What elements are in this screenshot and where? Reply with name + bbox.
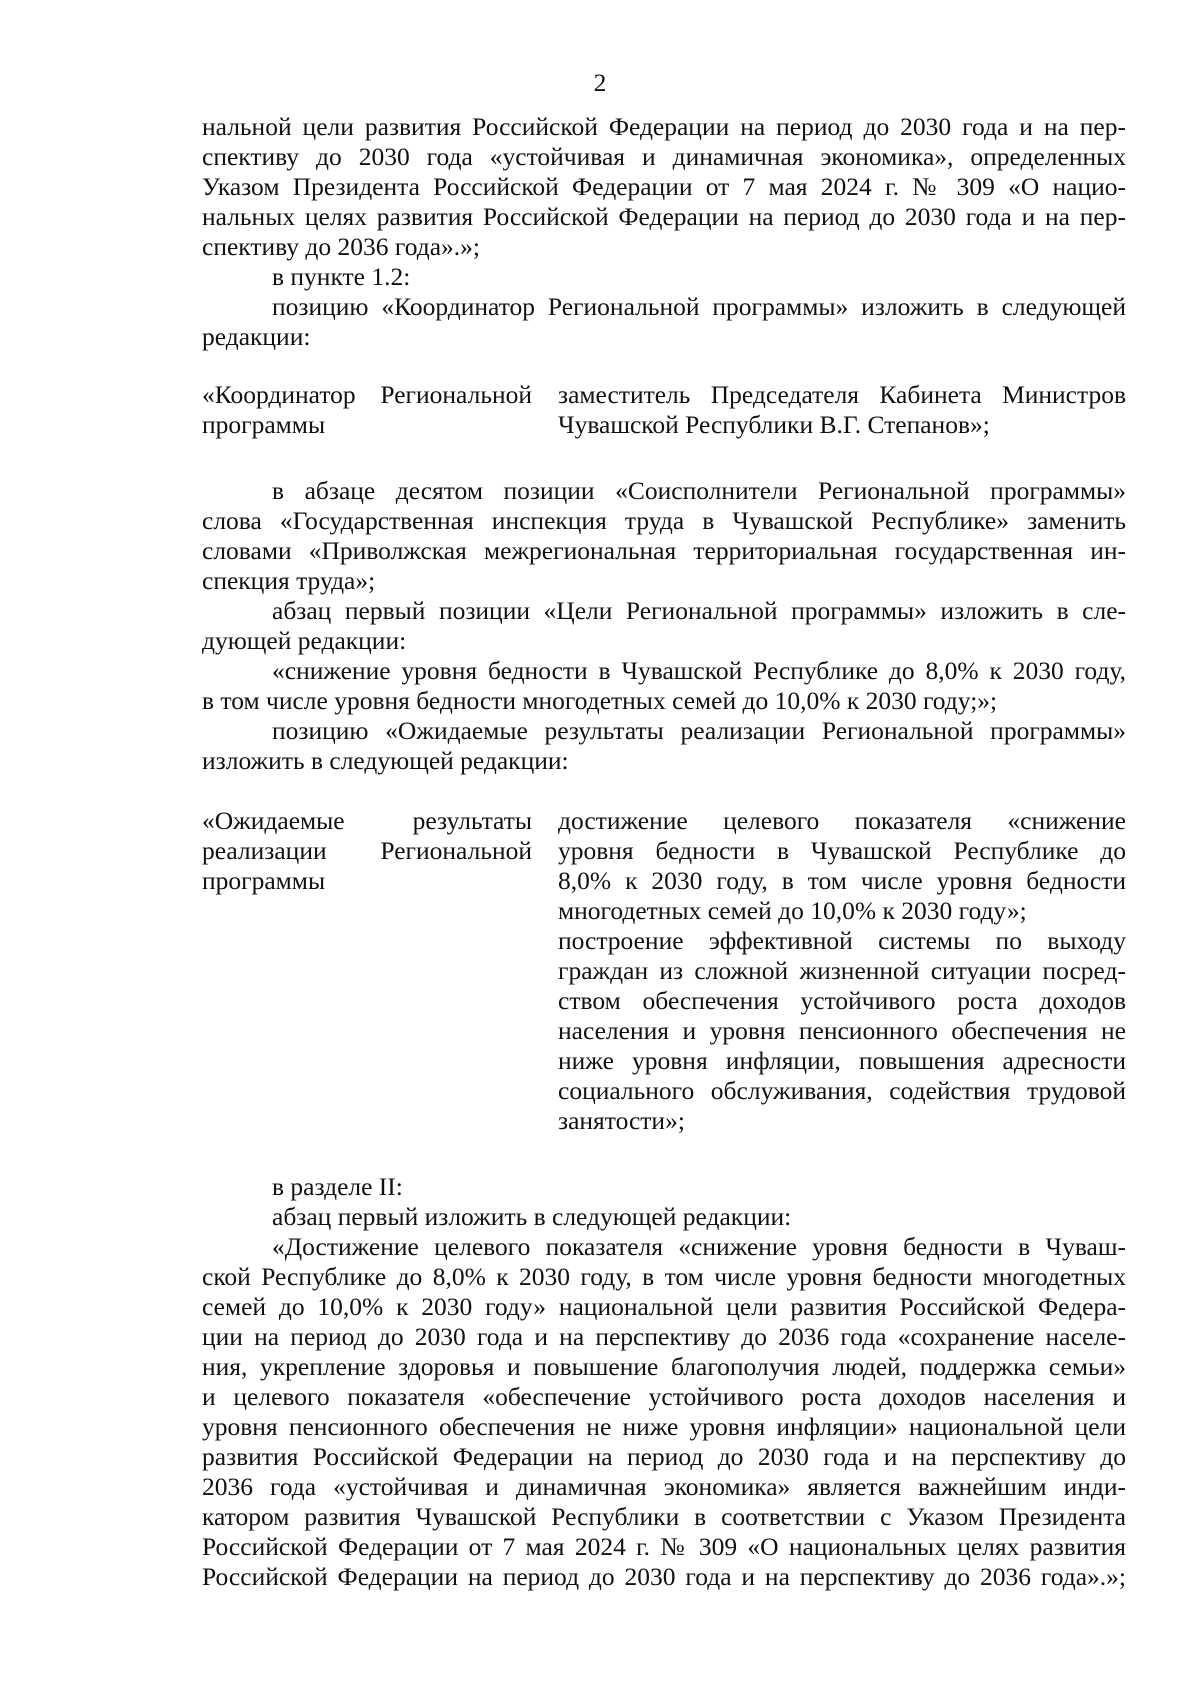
table-results — [202, 806, 1126, 1136]
text-line: позицию «Ожидаемые результаты реализации Региональной программы» — [272, 716, 1126, 745]
paragraph-coordinator-intro — [202, 292, 1126, 352]
text-line: Указом Президента Российской Федерации от 7 мая 2024 г. № 309 «О нацио- — [202, 172, 1126, 201]
table-coordinator — [202, 380, 1126, 440]
text-line: в абзаце десятом позиции «Соисполнители Региональной программы» — [272, 476, 1126, 505]
paragraph-final — [202, 1232, 1126, 1592]
text-line: достижение целевого показателя «снижение — [558, 806, 1126, 835]
table-results-value — [558, 806, 1126, 1136]
text-line: абзац первый позиции «Цели Региональной программы» изложить в сле- — [272, 596, 1126, 625]
text-line: уровня пенсионного обеспечения не ниже уровня инфляции» национальной цели — [202, 1412, 1126, 1441]
text-line: семей до 10,0% к 2030 году» национальной цели развития Российской Федера- — [202, 1292, 1126, 1321]
text-line: социального обслуживания, содействия трудовой — [558, 1076, 1126, 1105]
document-body — [202, 112, 1126, 1592]
text-line: редакции: — [202, 322, 311, 351]
text-line: дующей редакции: — [202, 626, 407, 655]
text-line: нальных целях развития Российской Федерации на период до 2030 года и на пер- — [202, 202, 1126, 231]
text-line: спекция труда»; — [202, 566, 376, 595]
text-line: нальной цели развития Российской Федерации на период до 2030 года и на пер- — [202, 112, 1126, 141]
text-line: ской Республике до 8,0% к 2030 году, в том числе уровня бедности многодетных — [202, 1262, 1126, 1291]
text-line: программы — [202, 410, 326, 439]
paragraph-coexecutors — [202, 476, 1126, 596]
text-line: 2036 года «устойчивая и динамичная экономика» является важнейшим инди- — [202, 1472, 1126, 1501]
text-line: ством обеспечения устойчивого роста доходов — [558, 986, 1126, 1015]
text-line: Российской Федерации от 7 мая 2024 г. № 309 «О национальных целях развития — [202, 1532, 1126, 1561]
table-results-label — [202, 806, 532, 1136]
text-line: построение эффективной системы по выходу — [558, 926, 1126, 955]
text-line: позицию «Координатор Региональной программы» изложить в следующей — [272, 292, 1126, 321]
paragraph-top — [202, 112, 1126, 262]
paragraph-section2: в разделе II: — [272, 1172, 403, 1201]
text-line: «Ожидаемые результаты — [202, 806, 532, 835]
text-line: Российской Федерации на период до 2030 года и на перспективу до 2036 года».»; — [202, 1562, 1126, 1591]
text-line: изложить в следующей редакции: — [202, 746, 569, 775]
text-line: словами «Приволжская межрегиональная территориальная государственная ин- — [202, 536, 1126, 565]
text-line: граждан из сложной жизненной ситуации посред- — [558, 956, 1126, 985]
paragraph-para1-intro: абзац первый изложить в следующей редакции: — [272, 1202, 792, 1231]
table-coordinator-value — [558, 380, 1126, 440]
text-line: многодетных семей до 10,0% к 2030 году»; — [558, 896, 1027, 925]
text-line: спективу до 2030 года «устойчивая и динамичная экономика», определенных — [202, 142, 1126, 171]
text-line: «снижение уровня бедности в Чувашской Республике до 8,0% к 2030 году, — [272, 656, 1126, 685]
text-line: 8,0% к 2030 году, в том числе уровня бедности — [558, 866, 1126, 895]
text-line: ния, укрепление здоровья и повышение благополучия людей, поддержка семьи» — [202, 1352, 1126, 1381]
text-line: ниже уровня инфляции, повышения адресности — [558, 1046, 1126, 1075]
paragraph-results-intro — [202, 716, 1126, 776]
text-line: населения и уровня пенсионного обеспечения не — [558, 1016, 1126, 1045]
text-line: ции на период до 2030 года и на перспективу до 2036 года «сохранение населе- — [202, 1322, 1126, 1351]
text-line: развития Российской Федерации на период до 2030 года и на перспективу до — [202, 1442, 1126, 1471]
paragraph-item-p12: в пункте 1.2: — [272, 262, 411, 291]
text-line: спективу до 2036 года».»; — [202, 232, 480, 261]
table-coordinator-label — [202, 380, 532, 440]
text-line: заместитель Председателя Кабинета Министров — [558, 380, 1126, 409]
text-line: программы — [202, 866, 326, 895]
page-number: 2 — [593, 68, 607, 97]
paragraph-goals-text — [202, 656, 1126, 716]
text-line: занятости»; — [558, 1106, 685, 1135]
text-line: «Координатор Региональной — [202, 380, 532, 409]
text-line: уровня бедности в Чувашской Республике до — [558, 836, 1126, 865]
text-line: слова «Государственная инспекция труда в Чувашской Республике» заменить — [202, 506, 1126, 535]
text-line: и целевого показателя «обеспечение устойчивого роста доходов населения и — [202, 1382, 1126, 1411]
paragraph-goals-intro — [202, 596, 1126, 656]
text-line: реализации Региональной — [202, 836, 532, 865]
text-line: «Достижение целевого показателя «снижение уровня бедности в Чуваш- — [272, 1232, 1126, 1261]
text-line: Чувашской Республики В.Г. Степанов»; — [558, 410, 990, 439]
text-line: в том числе уровня бедности многодетных семей до 10,0% к 2030 году;»; — [202, 686, 998, 715]
text-line: катором развития Чувашской Республики в соответствии с Указом Президента — [202, 1502, 1126, 1531]
